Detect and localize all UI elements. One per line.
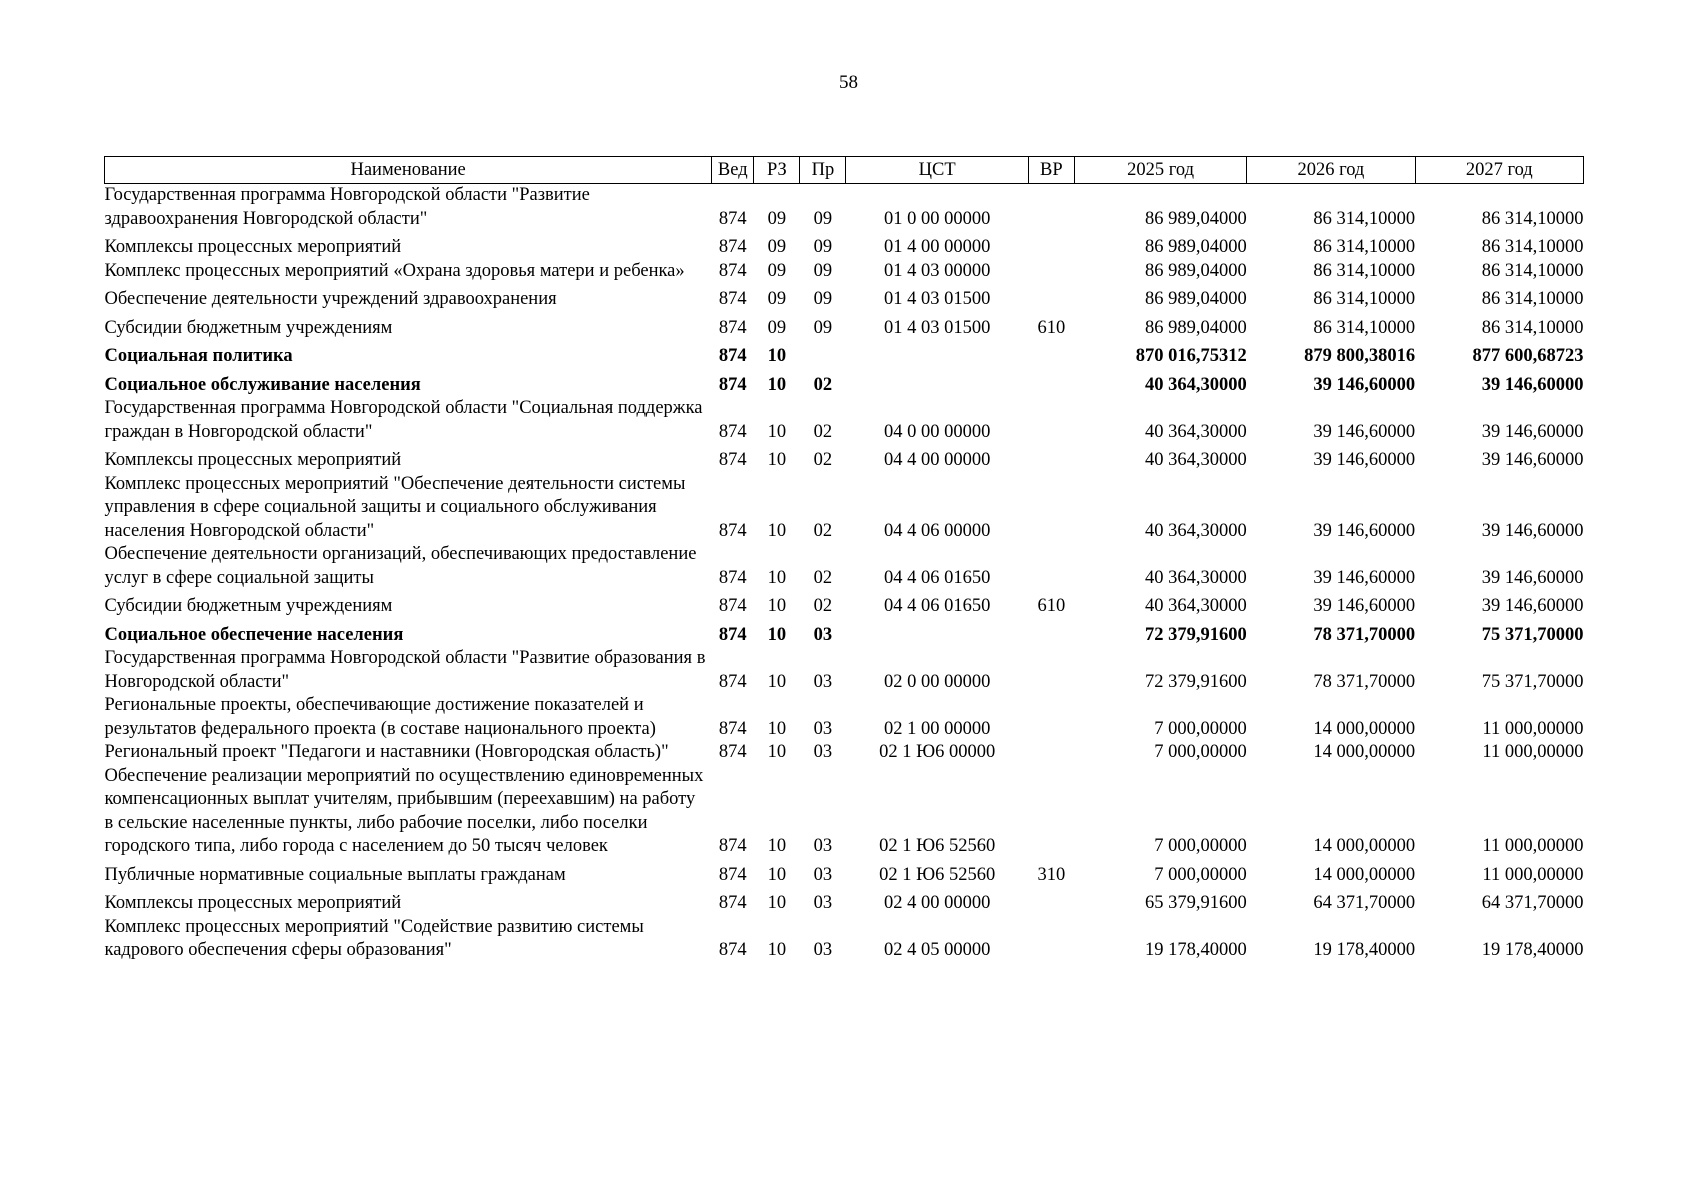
cst-cell: 02 1 00 00000 xyxy=(883,718,991,739)
table-row xyxy=(105,543,1584,590)
pr-cell: 02 xyxy=(813,450,833,470)
ved-cell: 874 xyxy=(718,940,747,960)
header-cst: ЦСТ xyxy=(846,157,1028,184)
amount-2026-cell: 14 000,00000 xyxy=(1313,718,1416,739)
rz-cell: 10 xyxy=(767,374,787,395)
pr-cell: 09 xyxy=(813,289,833,309)
rz-cell: 10 xyxy=(767,421,787,442)
header-ved: Вед xyxy=(712,157,754,184)
table-row xyxy=(105,340,1584,369)
table-row xyxy=(105,765,1584,859)
amount-2027-cell: 11 000,00000 xyxy=(1482,864,1584,885)
amount-2027-cell: 86 314,10000 xyxy=(1481,260,1584,281)
vr-cell xyxy=(1028,694,1074,741)
pr-cell: 03 xyxy=(813,893,833,913)
amount-2027-cell: 75 371,70000 xyxy=(1481,671,1584,692)
cst-cell: 04 0 00 00000 xyxy=(883,421,991,442)
ved-cell: 874 xyxy=(718,671,747,692)
amount-2025-cell: 7 000,00000 xyxy=(1154,864,1247,885)
pr-cell: 02 xyxy=(813,567,833,588)
cst-cell: 04 4 06 01650 xyxy=(883,596,991,616)
ved-cell: 874 xyxy=(718,374,747,395)
vr-cell xyxy=(1028,397,1074,444)
amount-2027-cell: 75 371,70000 xyxy=(1481,624,1584,645)
cst-cell xyxy=(846,619,1028,648)
rz-cell: 10 xyxy=(767,450,787,470)
ved-cell: 874 xyxy=(718,450,747,470)
amount-2025-cell: 86 989,04000 xyxy=(1144,208,1247,229)
table-row xyxy=(105,369,1584,398)
amount-2025-cell: 72 379,91600 xyxy=(1144,624,1247,645)
pr-cell: 03 xyxy=(813,671,833,692)
pr-cell: 03 xyxy=(813,742,833,762)
pr-cell: 03 xyxy=(813,940,833,960)
amount-2026-cell: 14 000,00000 xyxy=(1313,864,1416,885)
ved-cell: 874 xyxy=(718,596,747,616)
table-row xyxy=(105,741,1584,765)
table-row xyxy=(105,184,1584,232)
vr-cell xyxy=(1028,184,1074,232)
pr-cell: 02 xyxy=(813,596,833,616)
pr-cell: 02 xyxy=(813,374,833,395)
rz-cell: 10 xyxy=(767,836,787,856)
ved-cell: 874 xyxy=(718,893,747,913)
table-row xyxy=(105,473,1584,544)
ved-cell: 874 xyxy=(718,346,747,366)
rz-cell: 10 xyxy=(767,940,787,960)
cst-cell: 02 1 Ю6 52560 xyxy=(879,864,996,885)
cst-cell xyxy=(846,340,1028,369)
header-pr: Пр xyxy=(800,157,846,184)
amount-2025-cell: 86 989,04000 xyxy=(1144,317,1247,338)
cst-cell: 01 4 03 01500 xyxy=(883,317,991,338)
rz-cell: 10 xyxy=(767,893,787,913)
amount-2025-cell: 40 364,30000 xyxy=(1144,421,1247,442)
header-vr: ВР xyxy=(1028,157,1074,184)
amount-2025-cell: 19 178,40000 xyxy=(1144,940,1247,960)
row-name-cell: Социальное обеспечение населения xyxy=(104,624,404,645)
cst-cell: 01 4 00 00000 xyxy=(883,237,991,257)
table-header-row xyxy=(105,157,1584,184)
amount-2027-cell: 86 314,10000 xyxy=(1481,208,1584,229)
amount-2027-cell: 39 146,60000 xyxy=(1481,567,1584,588)
amount-2027-cell: 86 314,10000 xyxy=(1481,317,1584,338)
pr-cell: 02 xyxy=(813,421,833,442)
rz-cell: 10 xyxy=(767,596,787,616)
rz-cell: 10 xyxy=(767,671,787,692)
row-name-cell: Государственная программа Новгородской области "Социальная поддержка граждан в Новгородской области" xyxy=(104,398,703,442)
amount-2026-cell: 14 000,00000 xyxy=(1313,836,1416,856)
vr-cell xyxy=(1028,283,1074,312)
row-name-cell: Субсидии бюджетным учреждениям xyxy=(104,596,393,616)
cst-cell: 02 4 05 00000 xyxy=(883,940,991,960)
cst-cell: 02 1 Ю6 00000 xyxy=(879,742,996,762)
amount-2025-cell: 40 364,30000 xyxy=(1144,450,1247,470)
cst-cell: 02 4 00 00000 xyxy=(883,893,991,913)
cst-cell: 01 4 03 00000 xyxy=(883,260,991,281)
row-name-cell: Обеспечение деятельности организаций, обеспечивающих предоставление услуг в сфере социальной защиты xyxy=(104,544,697,588)
amount-2027-cell: 86 314,10000 xyxy=(1481,289,1584,309)
amount-2026-cell: 14 000,00000 xyxy=(1313,742,1416,762)
amount-2027-cell: 39 146,60000 xyxy=(1481,421,1584,442)
amount-2027-cell: 39 146,60000 xyxy=(1481,450,1584,470)
rz-cell: 09 xyxy=(767,317,787,338)
vr-cell xyxy=(1028,916,1074,963)
vr-cell: 610 xyxy=(1037,317,1066,338)
amount-2026-cell: 86 314,10000 xyxy=(1313,289,1416,309)
pr-cell: 03 xyxy=(813,836,833,856)
amount-2026-cell: 86 314,10000 xyxy=(1313,208,1416,229)
ved-cell: 874 xyxy=(718,624,747,645)
pr-cell: 03 xyxy=(813,718,833,739)
row-name-cell: Комплексы процессных мероприятий xyxy=(104,893,402,913)
header-2027: 2027 год xyxy=(1415,157,1583,184)
row-name-cell: Комплексы процессных мероприятий xyxy=(104,450,402,470)
ved-cell: 874 xyxy=(718,836,747,856)
row-name-cell: Социальная политика xyxy=(104,346,293,366)
rz-cell: 10 xyxy=(767,864,787,885)
table-row xyxy=(105,260,1584,284)
row-name-cell: Обеспечение деятельности учреждений здравоохранения xyxy=(104,289,557,309)
row-name-cell: Государственная программа Новгородской области "Развитие здравоохранения Новгородской области" xyxy=(104,185,590,229)
amount-2026-cell: 19 178,40000 xyxy=(1313,940,1416,960)
amount-2025-cell: 40 364,30000 xyxy=(1144,567,1247,588)
vr-cell xyxy=(1028,473,1074,544)
pr-cell: 03 xyxy=(813,624,833,645)
amount-2026-cell: 64 371,70000 xyxy=(1313,893,1416,913)
amount-2027-cell: 39 146,60000 xyxy=(1481,374,1584,395)
header-2025: 2025 год xyxy=(1074,157,1246,184)
row-name-cell: Региональный проект "Педагоги и наставники (Новгородская область)" xyxy=(104,742,669,762)
amount-2026-cell: 39 146,60000 xyxy=(1313,596,1416,616)
row-name-cell: Комплекс процессных мероприятий "Содействие развитию системы кадрового обеспечения сферы образования" xyxy=(104,916,644,960)
table-row xyxy=(105,647,1584,694)
vr-cell xyxy=(1028,765,1074,859)
vr-cell xyxy=(1028,887,1074,916)
ved-cell: 874 xyxy=(718,208,747,229)
row-name-cell: Социальное обслуживание населения xyxy=(104,374,421,395)
row-name-cell: Комплекс процессных мероприятий "Обеспечение деятельности системы управления в сфере социальной защиты и социального обслуживания населения Новгородской области" xyxy=(104,473,686,541)
table-row xyxy=(105,590,1584,619)
amount-2026-cell: 39 146,60000 xyxy=(1313,567,1416,588)
amount-2027-cell: 11 000,00000 xyxy=(1482,836,1584,856)
table-row xyxy=(105,916,1584,963)
amount-2027-cell: 11 000,00000 xyxy=(1482,718,1584,739)
row-name-cell: Обеспечение реализации мероприятий по осуществлению единовременных компенсационных выплат учителям, прибывшим (переехавшим) на работу в сельские населенные пункты, либо рабочие поселки, либо поселки городского типа, либо города с населением до 50 тысяч человек xyxy=(104,765,704,856)
table-row xyxy=(105,231,1584,260)
vr-cell xyxy=(1028,741,1074,765)
amount-2026-cell: 86 314,10000 xyxy=(1313,260,1416,281)
amount-2027-cell: 11 000,00000 xyxy=(1482,742,1584,762)
amount-2026-cell: 86 314,10000 xyxy=(1313,237,1416,257)
vr-cell xyxy=(1028,340,1074,369)
row-name-cell: Комплекс процессных мероприятий «Охрана здоровья матери и ребенка» xyxy=(104,260,685,281)
header-rz: РЗ xyxy=(754,157,800,184)
vr-cell: 610 xyxy=(1037,596,1066,616)
row-name-cell: Региональные проекты, обеспечивающие достижение показателей и результатов федерального проекта (в составе национального проекта) xyxy=(104,695,656,739)
ved-cell: 874 xyxy=(718,421,747,442)
row-name-cell: Субсидии бюджетным учреждениям xyxy=(104,317,393,338)
table-row xyxy=(105,283,1584,312)
amount-2025-cell: 40 364,30000 xyxy=(1144,596,1247,616)
ved-cell: 874 xyxy=(718,864,747,885)
amount-2026-cell: 78 371,70000 xyxy=(1313,624,1416,645)
amount-2026-cell: 39 146,60000 xyxy=(1313,421,1416,442)
amount-2027-cell: 39 146,60000 xyxy=(1481,596,1584,616)
cst-cell xyxy=(846,369,1028,398)
table-row xyxy=(105,859,1584,888)
rz-cell: 10 xyxy=(767,742,787,762)
ved-cell: 874 xyxy=(718,742,747,762)
ved-cell: 874 xyxy=(718,237,747,257)
page-number: 58 xyxy=(839,72,858,93)
cst-cell: 01 4 03 01500 xyxy=(883,289,991,309)
amount-2025-cell: 86 989,04000 xyxy=(1144,237,1247,257)
amount-2026-cell: 879 800,38016 xyxy=(1304,346,1416,366)
pr-cell: 02 xyxy=(813,520,833,541)
rz-cell: 10 xyxy=(767,520,787,541)
cst-cell: 04 4 06 01650 xyxy=(883,567,991,588)
vr-cell: 310 xyxy=(1037,864,1066,885)
amount-2026-cell: 39 146,60000 xyxy=(1313,520,1416,541)
vr-cell xyxy=(1028,647,1074,694)
amount-2025-cell: 65 379,91600 xyxy=(1144,893,1247,913)
amount-2027-cell: 86 314,10000 xyxy=(1481,237,1584,257)
table-row xyxy=(105,887,1584,916)
rz-cell: 10 xyxy=(767,718,787,739)
table-row xyxy=(105,312,1584,341)
rz-cell: 09 xyxy=(767,208,787,229)
rz-cell: 09 xyxy=(767,237,787,257)
amount-2025-cell: 86 989,04000 xyxy=(1144,289,1247,309)
amount-2026-cell: 39 146,60000 xyxy=(1313,374,1416,395)
amount-2026-cell: 86 314,10000 xyxy=(1313,317,1416,338)
rz-cell: 10 xyxy=(767,346,787,366)
header-name: Наименование xyxy=(105,157,712,184)
table-row xyxy=(105,694,1584,741)
amount-2025-cell: 40 364,30000 xyxy=(1144,374,1247,395)
ved-cell: 874 xyxy=(718,520,747,541)
cst-cell: 02 0 00 00000 xyxy=(883,671,991,692)
amount-2025-cell: 40 364,30000 xyxy=(1144,520,1247,541)
vr-cell xyxy=(1028,619,1074,648)
amount-2027-cell: 19 178,40000 xyxy=(1481,940,1584,960)
vr-cell xyxy=(1028,444,1074,473)
pr-cell: 03 xyxy=(813,864,833,885)
vr-cell xyxy=(1028,231,1074,260)
amount-2025-cell: 870 016,75312 xyxy=(1135,346,1247,366)
rz-cell: 10 xyxy=(767,567,787,588)
pr-cell: 09 xyxy=(813,237,833,257)
ved-cell: 874 xyxy=(718,289,747,309)
vr-cell xyxy=(1028,260,1074,284)
row-name-cell: Государственная программа Новгородской области "Развитие образования в Новгородской области" xyxy=(104,648,706,692)
table-row xyxy=(105,619,1584,648)
vr-cell xyxy=(1028,369,1074,398)
header-2026: 2026 год xyxy=(1247,157,1415,184)
cst-cell: 01 0 00 00000 xyxy=(883,208,991,229)
pr-cell xyxy=(800,340,846,369)
amount-2026-cell: 39 146,60000 xyxy=(1313,450,1416,470)
amount-2025-cell: 7 000,00000 xyxy=(1154,742,1247,762)
budget-table xyxy=(104,156,1584,963)
pr-cell: 09 xyxy=(813,208,833,229)
table-row xyxy=(105,397,1584,444)
cst-cell: 04 4 06 00000 xyxy=(883,520,991,541)
ved-cell: 874 xyxy=(718,260,747,281)
row-name-cell: Комплексы процессных мероприятий xyxy=(104,237,402,257)
table-body xyxy=(105,184,1584,963)
amount-2025-cell: 7 000,00000 xyxy=(1154,718,1247,739)
amount-2027-cell: 877 600,68723 xyxy=(1472,346,1584,366)
rz-cell: 10 xyxy=(767,624,787,645)
amount-2025-cell: 86 989,04000 xyxy=(1144,260,1247,281)
rz-cell: 09 xyxy=(767,260,787,281)
cst-cell: 02 1 Ю6 52560 xyxy=(879,836,996,856)
ved-cell: 874 xyxy=(718,567,747,588)
cst-cell: 04 4 00 00000 xyxy=(883,450,991,470)
amount-2026-cell: 78 371,70000 xyxy=(1313,671,1416,692)
pr-cell: 09 xyxy=(813,317,833,338)
vr-cell xyxy=(1028,543,1074,590)
row-name-cell: Публичные нормативные социальные выплаты гражданам xyxy=(104,864,566,885)
pr-cell: 09 xyxy=(813,260,833,281)
amount-2025-cell: 72 379,91600 xyxy=(1144,671,1247,692)
rz-cell: 09 xyxy=(767,289,787,309)
amount-2027-cell: 39 146,60000 xyxy=(1481,520,1584,541)
ved-cell: 874 xyxy=(718,718,747,739)
ved-cell: 874 xyxy=(718,317,747,338)
table-row xyxy=(105,444,1584,473)
amount-2025-cell: 7 000,00000 xyxy=(1154,836,1247,856)
amount-2027-cell: 64 371,70000 xyxy=(1481,893,1584,913)
